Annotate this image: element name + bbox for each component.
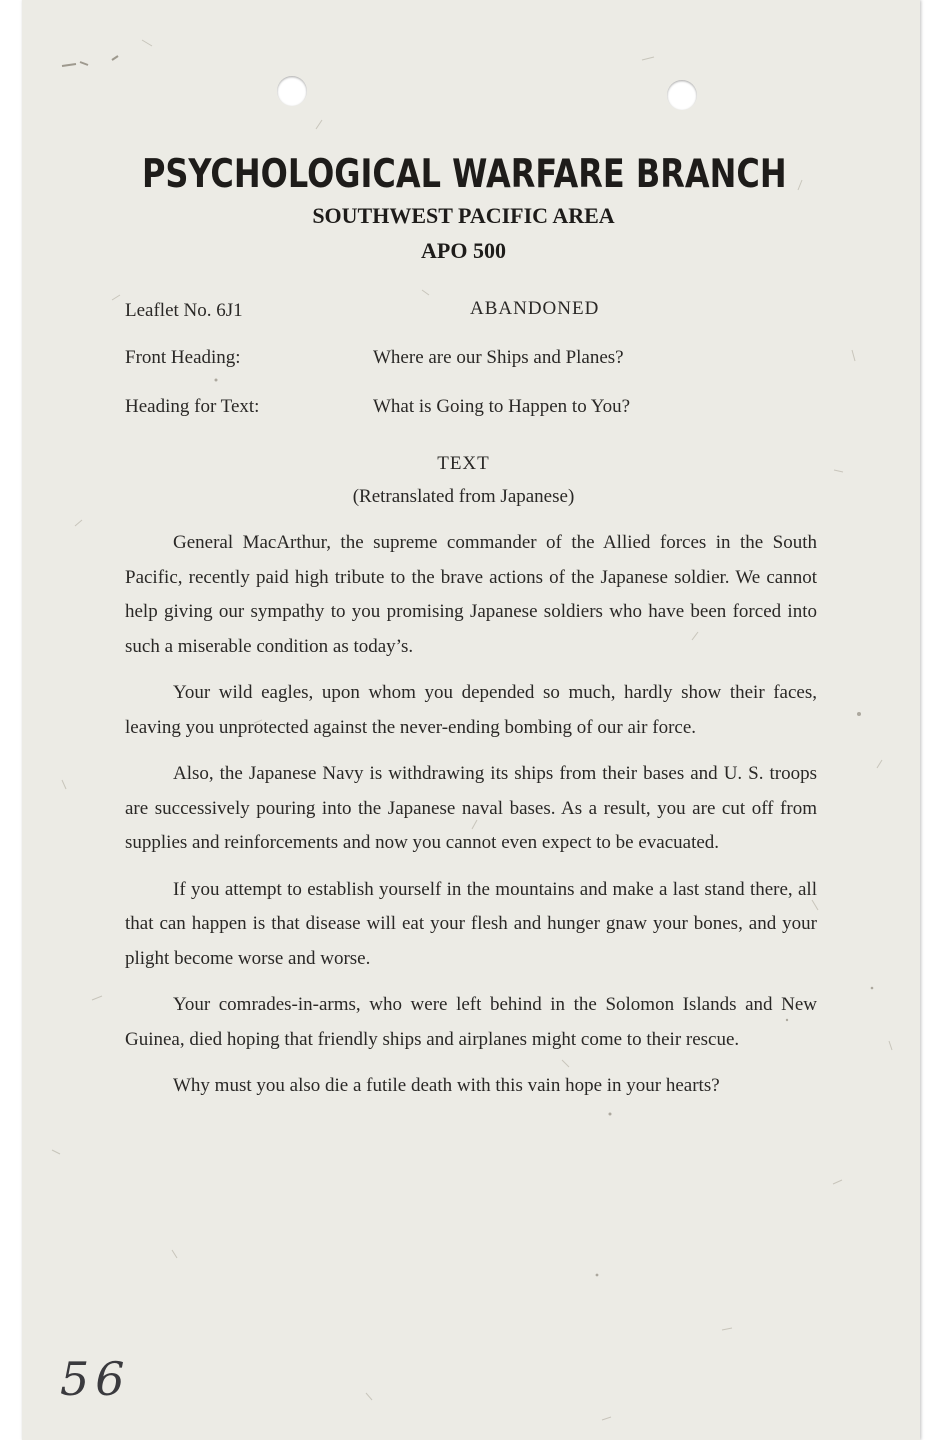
front-heading-value: Where are our Ships and Planes? <box>373 347 624 368</box>
front-heading-label: Front Heading: <box>125 347 241 368</box>
document-title: PSYCHOLOGICAL WARFARE BRANCH <box>141 152 787 197</box>
handwritten-page-number: 56 <box>60 1352 131 1406</box>
body-paragraph: Also, the Japanese Navy is withdrawing its ships from their bases and U. S. troops are successively pouring into the Japanese naval bases. As a result, you are cut off from supplies and reinforcements and now you cannot even expect to be evacuated. <box>125 763 817 853</box>
leaflet-body <box>125 526 817 1116</box>
text-heading-label: Heading for Text: <box>125 396 260 417</box>
body-paragraph: Why must you also die a futile death with this vain hope in your hearts? <box>173 1075 720 1096</box>
document-subtitle: SOUTHWEST PACIFIC AREA <box>312 203 615 228</box>
translation-note: (Retranslated from Japanese) <box>352 486 575 507</box>
body-paragraph: Your wild eagles, upon whom you depended so much, hardly show their faces, leaving you unprotected against the never-ending bombing of our air force. <box>125 682 817 738</box>
text-heading-value: What is Going to Happen to You? <box>373 396 631 417</box>
leaflet-number-label: Leaflet No. 6J1 <box>125 300 243 321</box>
apo-number: APO 500 <box>421 238 506 263</box>
punch-hole-left <box>277 76 307 106</box>
body-paragraph: General MacArthur, the supreme commander of the Allied forces in the South Pacific, recently paid high tribute to the brave actions of the Japanese soldier. We cannot help giving our sympathy to you promising Japanese soldiers who have been forced into such a miserable condition as today’s. <box>125 532 817 657</box>
punch-hole-right <box>667 80 697 110</box>
body-paragraph: If you attempt to establish yourself in the mountains and make a last stand there, all that can happen is that disease will eat your flesh and hunger gnaw your bones, and your plight become worse and worse. <box>125 878 817 969</box>
text-section-heading: TEXT <box>437 453 490 474</box>
leaflet-name: ABANDONED <box>470 298 600 319</box>
body-paragraph: Your comrades-in-arms, who were left behind in the Solomon Islands and New Guinea, died hoping that friendly ships and airplanes might come to their rescue. <box>125 994 817 1050</box>
